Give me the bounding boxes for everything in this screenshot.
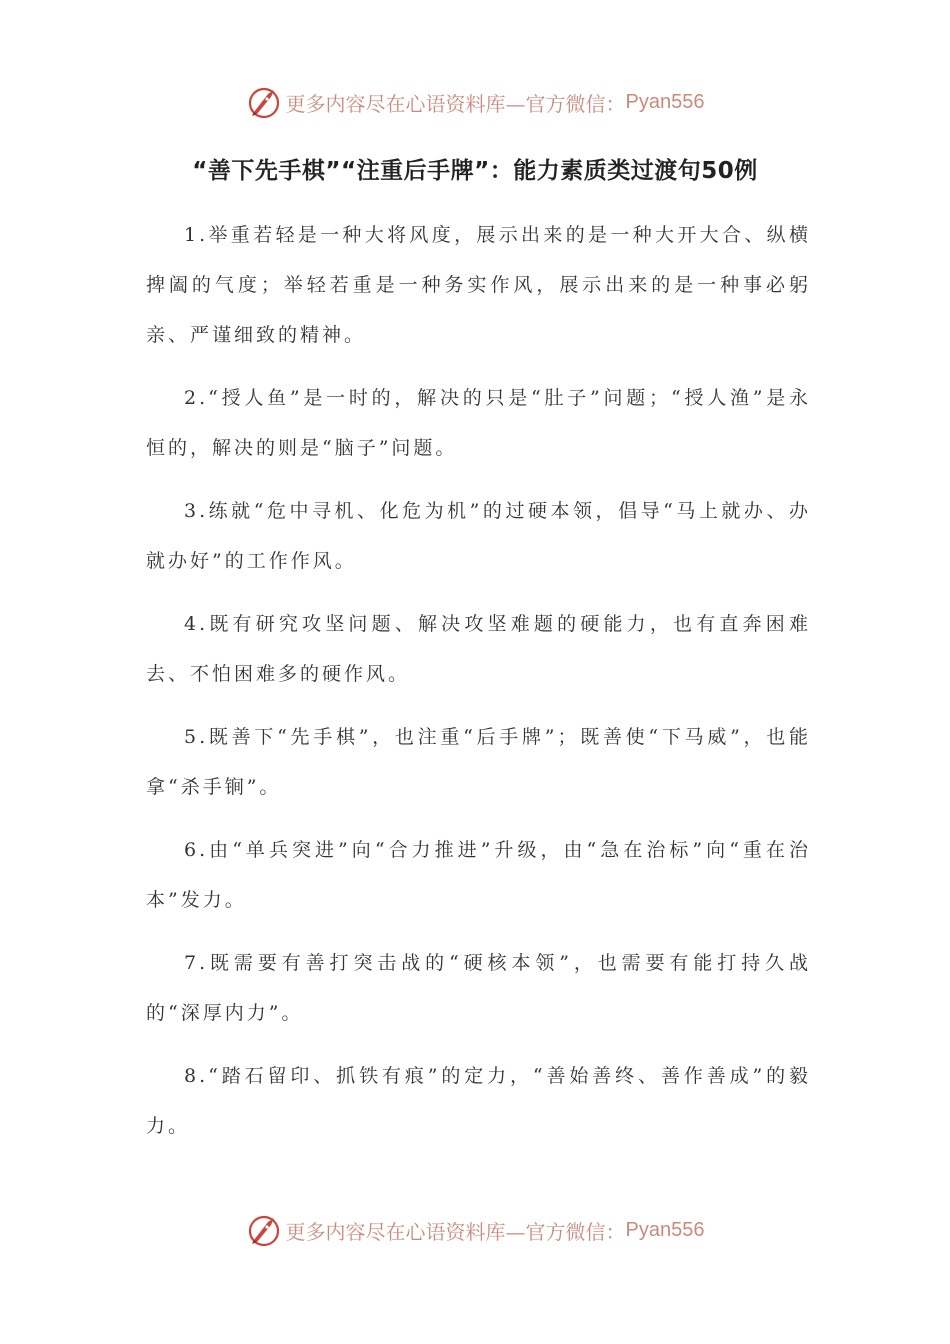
banner-text: 更多内容尽在心语资料库—官方微信：: [285, 1219, 626, 1244]
pen-nib-logo-icon: [246, 84, 282, 120]
header-banner: [0, 82, 950, 122]
paragraph-8: 8.“踏石留印、抓铁有痕”的定力，“善始善终、善作善成”的毅力。: [146, 1065, 811, 1137]
banner-text: 更多内容尽在心语资料库—官方微信：: [285, 91, 626, 116]
wechat-handle: Pyan556: [625, 90, 705, 113]
pen-nib-logo-icon: [246, 1212, 282, 1248]
document-body: [146, 210, 811, 1164]
paragraph-5: 5.既善下“先手棋”，也注重“后手牌”；既善使“下马威”，也能拿“杀手锏”。: [146, 726, 811, 798]
paragraph-6: 6.由“单兵突进”向“合力推进”升级，由“急在治标”向“重在治本”发力。: [146, 839, 811, 911]
wechat-handle: Pyan556: [625, 1218, 705, 1241]
document-title: “善下先手棋”“注重后手牌”：能力素质类过渡句50例: [192, 158, 758, 184]
paragraph-4: 4.既有研究攻坚问题、解决攻坚难题的硬能力，也有直奔困难去、不怕困难多的硬作风。: [146, 613, 811, 685]
paragraph-7: 7.既需要有善打突击战的“硬核本领”，也需要有能打持久战的“深厚内力”。: [146, 952, 811, 1024]
footer-banner: [0, 1210, 950, 1250]
paragraph-2: 2.“授人鱼”是一时的，解决的只是“肚子”问题；“授人渔”是永恒的，解决的则是“脑子”问题。: [146, 387, 811, 459]
paragraph-1: 1.举重若轻是一种大将风度，展示出来的是一种大开大合、纵横捭阖的气度；举轻若重是一种务实作风，展示出来的是一种事必躬亲、严谨细致的精神。: [146, 224, 811, 346]
paragraph-3: 3.练就“危中寻机、化危为机”的过硬本领，倡导“马上就办、办就办好”的工作作风。: [146, 500, 811, 572]
